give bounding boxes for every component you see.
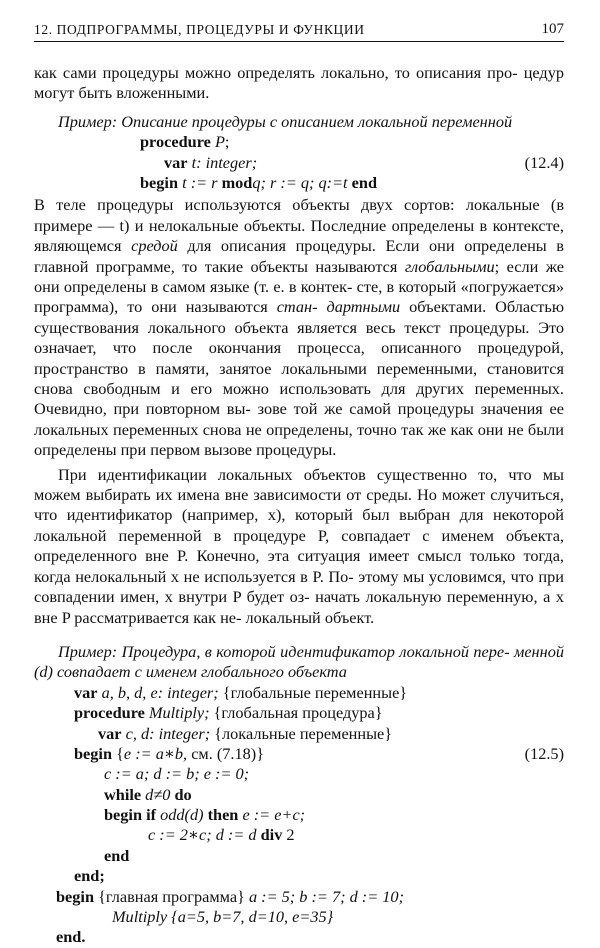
- text-line: случиться, что идентификатор (например, x), который был выбран: [34, 485, 564, 525]
- code-line: [56, 927, 564, 947]
- code-text: t: integer;: [191, 152, 258, 172]
- code-line: [74, 866, 564, 886]
- comment: {локальные переменные}: [214, 723, 393, 743]
- punct: ;: [224, 132, 230, 152]
- text-line: процесса, описанного процедурой, пространство в памяти, занятое: [34, 338, 564, 378]
- text-line: снова не определены, точно так же как они не были определены при: [34, 419, 564, 460]
- code-line: [74, 805, 564, 825]
- text-line: (в примере — t) и нелокальные объекты. Последние определены в: [34, 195, 565, 235]
- intro-paragraph: [34, 63, 564, 104]
- keyword: end;: [74, 866, 105, 886]
- comment: {глобальная процедура}: [213, 703, 383, 723]
- code-text: a := 5; b := 7; d := 10;: [248, 886, 404, 906]
- text-line: именем объекта, определенного вне P. Конечно, эта ситуация имеет: [34, 525, 565, 566]
- code-text: d≠0: [145, 784, 171, 804]
- chapter-title: 12. ПОДПРОГРАММЫ, ПРОЦЕДУРЫ И ФУНКЦИИ: [34, 22, 365, 37]
- code-line: [74, 825, 564, 845]
- equation-number: (12.4): [524, 152, 564, 172]
- identifier: Multiply: [112, 907, 168, 927]
- text-line: начать локальную переменную, а x вне P рассматривается как не-: [34, 587, 564, 627]
- code-text: odd(d): [160, 805, 204, 825]
- text-line: объектами. Областью существования локального объекта: [34, 297, 565, 337]
- keyword: begin: [74, 743, 113, 763]
- comment: {a=5, b=7, d=10, e=35}: [171, 907, 334, 927]
- code-text: 2: [286, 825, 295, 845]
- code-line: [140, 153, 564, 173]
- code-line: [140, 132, 564, 152]
- text-line: для некоторой локальной переменной в процедуре P, совпадает с: [34, 505, 564, 545]
- keyword: var: [164, 152, 188, 172]
- keyword: begin: [140, 173, 179, 192]
- code-line: [56, 907, 564, 927]
- text-line: локальный объект.: [245, 607, 375, 627]
- text-line: этому мы условимся, что при совпадении имен, x внутри P будет оз-: [34, 566, 564, 607]
- text-line: Пример: Процедура, в которой идентификатор локальной пере-: [58, 641, 510, 661]
- code-block-12-5: [34, 683, 564, 887]
- code-line: [140, 173, 564, 193]
- code-line: [56, 887, 564, 907]
- identifier: Multiply;: [148, 703, 210, 723]
- code-line: [74, 764, 564, 784]
- keyword: then: [207, 805, 239, 825]
- emphasis: глобальными: [404, 256, 495, 276]
- comment: см. (7.18)}: [191, 743, 265, 763]
- text-line: зове той же самой процедуры значения ее локальных переменных: [34, 399, 564, 439]
- keyword: end.: [56, 927, 86, 947]
- paragraph-local-objects: [34, 195, 564, 460]
- emphasis: стан-: [276, 297, 318, 317]
- text-line: сте, в который «погружается» программа), то они называются: [34, 277, 564, 317]
- code-block-12-4: [34, 132, 564, 193]
- text-line: локальными переменными, становится снова свободным и его можно: [34, 358, 564, 399]
- code-line: [74, 683, 564, 703]
- code-line: [74, 846, 564, 866]
- code-text: q; r := q; q:=t: [252, 173, 348, 192]
- comment: {глобальные переменные}: [222, 682, 408, 702]
- keyword: end: [351, 173, 378, 192]
- code-line: [74, 724, 564, 744]
- text-line: использовать для других переменных. Очевидно, при повторном вы-: [34, 379, 564, 419]
- keyword: do: [174, 784, 192, 804]
- keyword: procedure: [74, 703, 145, 723]
- paragraph-identification: [34, 465, 564, 628]
- text-line: смысл только тогда, когда нелокальный x не используется в P. По-: [34, 546, 564, 586]
- text-line: цедур могут быть вложенными.: [34, 63, 564, 103]
- code-block-main: [34, 887, 564, 948]
- code-text: c := a; d := b; e := 0;: [104, 764, 250, 784]
- keyword: begin: [104, 805, 143, 825]
- page-number: 107: [541, 21, 564, 37]
- identifier: P: [214, 132, 225, 152]
- text-line: первом вызове процедуры.: [150, 440, 337, 460]
- keyword: mod: [221, 173, 253, 192]
- keyword: var: [98, 723, 122, 743]
- code-text: t := r: [182, 173, 218, 192]
- emphasis: средой: [131, 236, 178, 256]
- text-line: определены в главной программе, то такие объекты называются: [34, 236, 564, 276]
- example-title: Пример: Описание процедуры с описанием локальной переменной: [58, 111, 513, 131]
- keyword: begin: [56, 886, 95, 906]
- equation-number: (12.5): [524, 743, 564, 763]
- text-line: При идентификации локальных объектов существенно то, что: [58, 464, 532, 484]
- running-header: [34, 16, 564, 42]
- keyword: while: [104, 784, 142, 804]
- code-text: e := a∗b,: [123, 743, 188, 763]
- emphasis: дартными: [326, 297, 401, 317]
- page-body: [34, 63, 564, 948]
- text-line: является весь текст процедуры. Это означает, что после окончания: [34, 317, 564, 358]
- keyword: procedure: [140, 132, 211, 152]
- code-line: [74, 703, 564, 723]
- example-title: [34, 642, 564, 683]
- text-line: как сами процедуры можно определять локально, то описания про-: [34, 63, 518, 82]
- text-line: ; если же они определены в самом языке (т. е. в контек-: [34, 256, 564, 297]
- code-line: [74, 744, 564, 764]
- code-text: e := e+c;: [242, 805, 306, 825]
- text-line: мы можем выбирать их имена вне зависимости от среды. Но может: [34, 464, 564, 505]
- keyword: if: [146, 805, 157, 825]
- text-line: для описания процедуры. Если они: [187, 236, 455, 256]
- comment: {: [116, 743, 124, 763]
- keyword: end: [104, 845, 130, 865]
- code-text: a, b, d, e: integer;: [101, 682, 219, 702]
- text-line: менной (d) совпадает с именем глобального объекта: [34, 641, 564, 682]
- code-text: c := 2∗c; d := d: [148, 825, 257, 845]
- code-line: [74, 785, 564, 805]
- comment: {главная программа}: [98, 886, 245, 906]
- text-line: В теле процедуры используются объекты двух сортов: локальные: [34, 195, 540, 215]
- code-text: c, d: integer;: [125, 723, 211, 743]
- keyword: div: [260, 825, 283, 845]
- keyword: var: [74, 682, 98, 702]
- text-line: контексте, являющемся: [34, 215, 564, 256]
